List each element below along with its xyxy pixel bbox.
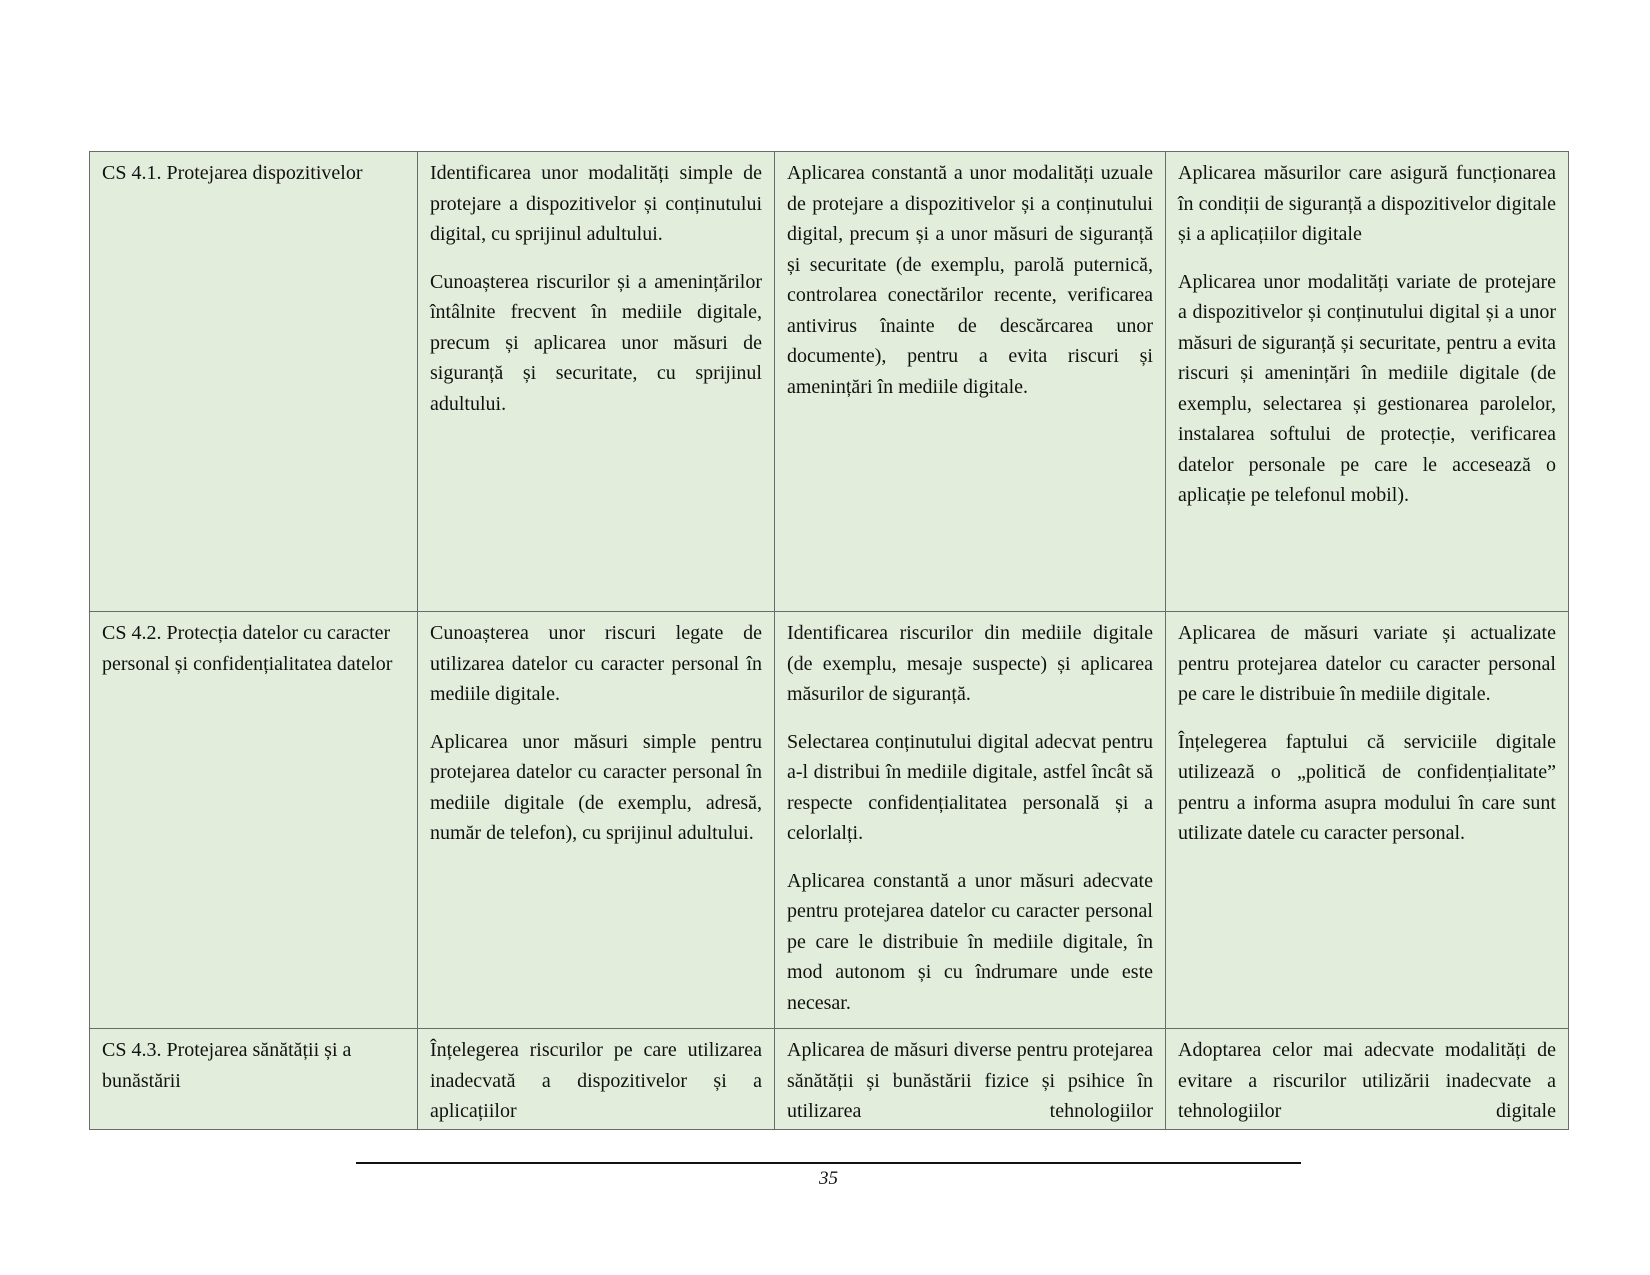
table-row [90, 152, 1569, 612]
level2-cell [775, 1029, 1166, 1130]
cell-clip [787, 1035, 1153, 1123]
competence-cell [90, 152, 418, 612]
descriptor-paragraph: Adoptarea celor mai adecvate modalități de evitare a riscurilor utilizării inadecvate a tehnologiilor digitale [1178, 1039, 1556, 1122]
descriptor-paragraph: Aplicarea constantă a unor modalități uzuale de protejare a dispozitivelor și a conținutului digital, precum și a unor măsuri de siguranță și securitate (de exemplu, parolă puternică, controlarea conectărilor recente, verificarea antivirus înainte de descărcarea unor documente), pentru a evita riscuri și amenințări în mediile digitale. [787, 162, 1153, 398]
cell-clip [102, 1035, 405, 1123]
competence-table [89, 151, 1569, 1130]
competence-label: CS 4.3. Protejarea sănătății și a bunăstării [102, 1039, 352, 1092]
cell-clip [430, 1035, 762, 1123]
descriptor-paragraph: Aplicarea unor modalități variate de protejare a dispozitivelor și conținutului digital și a unor măsuri de siguranță și securitate, pentru a evita riscuri și amenințări în mediile digitale (de exemplu, selectarea și gestionarea parolelor, instalarea softului de protecție, verificarea datelor personale pe care le accesează o aplicație pe telefonul mobil). [1178, 270, 1556, 506]
descriptor-paragraph: Înțelegerea faptului că serviciile digitale utilizează o „politică de confidențialitate” pentru a informa asupra modului în care sunt utilizate datele cu caracter personal. [1178, 730, 1556, 844]
level3-cell [1166, 1029, 1569, 1130]
level3-cell [1166, 152, 1569, 612]
descriptor-paragraph: Cunoașterea unor riscuri legate de utilizarea datelor cu caracter personal în mediile digitale. [430, 622, 762, 705]
level2-cell [775, 612, 1166, 1029]
footer-divider [356, 1162, 1301, 1164]
table-row [90, 612, 1569, 1029]
page-number: 35 [819, 1168, 838, 1189]
competence-cell [90, 612, 418, 1029]
descriptor-paragraph: Aplicarea de măsuri diverse pentru protejarea sănătății și bunăstării fizice și psihice în utilizarea tehnologiilor [787, 1039, 1153, 1122]
descriptor-paragraph: Identificarea riscurilor din mediile digitale (de exemplu, mesaje suspecte) și aplicarea măsurilor de siguranță. [787, 622, 1153, 705]
level1-cell [418, 612, 775, 1029]
descriptor-paragraph: Aplicarea unor măsuri simple pentru protejarea datelor cu caracter personal în mediile digitale (de exemplu, adresă, număr de telefon), cu sprijinul adultului. [430, 730, 762, 844]
descriptor-paragraph: Înțelegerea riscurilor pe care utilizarea inadecvată a dispozitivelor și a aplicațiilor [430, 1039, 762, 1122]
descriptor-paragraph: Identificarea unor modalități simple de protejare a dispozitivelor și conținutului digital, cu sprijinul adultului. [430, 162, 762, 245]
level1-cell [418, 1029, 775, 1130]
level2-cell [775, 152, 1166, 612]
level3-cell [1166, 612, 1569, 1029]
descriptor-paragraph: Aplicarea constantă a unor măsuri adecvate pentru protejarea datelor cu caracter personal pe care le distribuie în mediile digitale, în mod autonom și cu îndrumare unde este necesar. [787, 869, 1153, 1014]
descriptor-paragraph: Aplicarea măsurilor care asigură funcționarea în condiții de siguranță a dispozitivelor digitale și a aplicațiilor digitale [1178, 162, 1556, 245]
competence-cell [90, 1029, 418, 1130]
descriptor-paragraph: Selectarea conținutului digital adecvat pentru a-l distribui în mediile digitale, astfel încât să respecte confidențialitatea personală și a celorlalți. [787, 730, 1153, 844]
cell-clip [1178, 1035, 1556, 1123]
descriptor-paragraph: Cunoașterea riscurilor și a amenințărilor întâlnite frecvent în mediile digitale, precum și aplicarea unor măsuri de siguranță și securitate, cu sprijinul adultului. [430, 270, 762, 415]
table-row [90, 1029, 1569, 1130]
competence-label: CS 4.1. Protejarea dispozitivelor [102, 162, 363, 184]
descriptor-paragraph: Aplicarea de măsuri variate și actualizate pentru protejarea datelor cu caracter personal pe care le distribuie în mediile digitale. [1178, 622, 1556, 705]
competence-label: CS 4.2. Protecția datelor cu caracter personal și confidențialitatea datelor [102, 622, 393, 675]
level1-cell [418, 152, 775, 612]
